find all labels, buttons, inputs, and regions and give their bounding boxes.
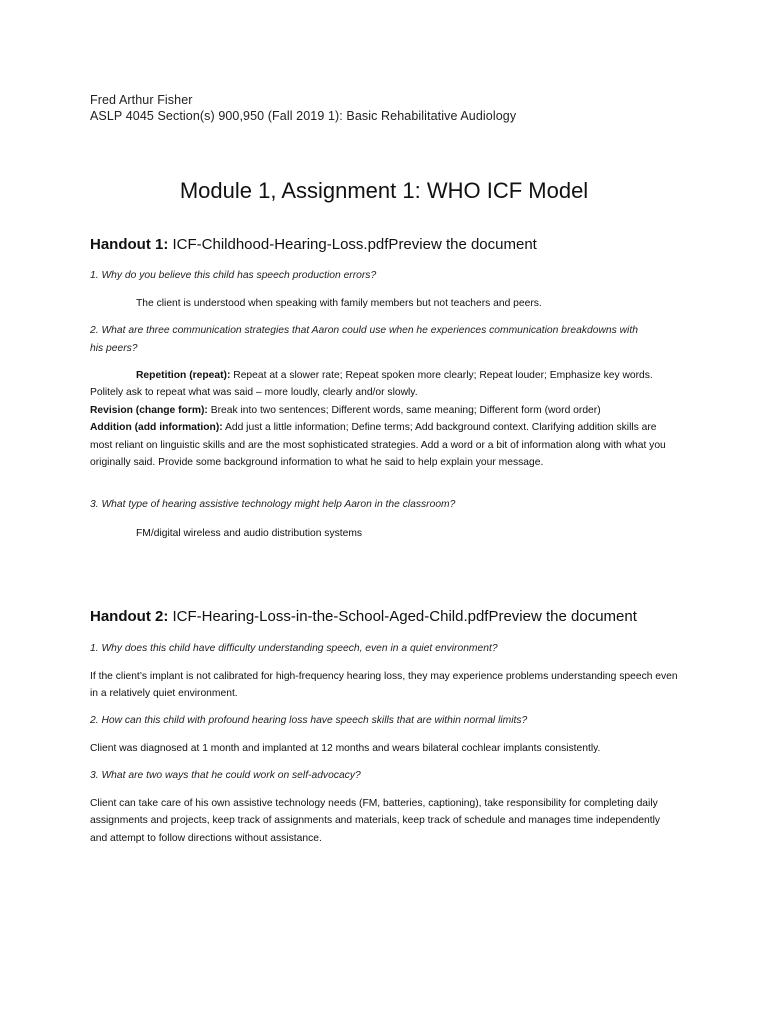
handout-2-answer-2: Client was diagnosed at 1 month and implanted at 12 months and wears bilateral cochlear implants consistently.	[90, 743, 601, 754]
handout-2-answer-1: If the client’s implant is not calibrated for high-frequency hearing loss, they may experience problems understanding speech even in a relatively quiet environment.	[90, 671, 678, 700]
handout-1-heading	[90, 236, 537, 253]
handout-2-question-1: 1. Why does this child have difficulty understanding speech, even in a quiet environment?	[90, 643, 498, 654]
revision-label: Revision (change form):	[90, 404, 208, 416]
handout-1-question-2: 2. What are three communication strategies that Aaron could use when he experiences communication breakdowns with his peers?	[90, 325, 638, 354]
handout-2-label: Handout 2:	[90, 608, 169, 625]
page-title: Module 1, Assignment 1: WHO ICF Model	[179, 178, 589, 203]
addition-label: Addition (add information):	[90, 422, 223, 434]
handout-2-file-link[interactable]: ICF-Hearing-Loss-in-the-School-Aged-Child.pdfPreview the document	[172, 608, 637, 625]
repetition-paragraph	[90, 367, 678, 402]
course-info: ASLP 4045 Section(s) 900,950 (Fall 2019 1): Basic Rehabilitative Audiology	[90, 109, 517, 123]
handout-1-label: Handout 1:	[90, 236, 169, 253]
addition-text: Add just a little information; Define terms; Add background context. Clarifying addition skills are most reliant on linguistic skills and are the most sophisticated strategies. Add a word or a bit of information along with what you originally said. Provide some background information to what he said to help explain your message.	[90, 422, 666, 469]
handout-2-heading	[90, 608, 637, 625]
handout-2-answer-3: Client can take care of his own assistive technology needs (FM, batteries, captioning), take responsibility for completing daily assignments and projects, keep track of assignments and materials, keep track of schedule and manages time independently and attempt to follow directions without assistance.	[90, 798, 661, 844]
handout-1-answer-3: FM/digital wireless and audio distribution systems	[136, 528, 363, 539]
handout-1-question-1: 1. Why do you believe this child has speech production errors?	[90, 270, 377, 281]
handout-1-answer-2	[90, 367, 678, 471]
handout-1-answer-1: The client is understood when speaking with family members but not teachers and peers.	[136, 298, 542, 309]
handout-2-question-3: 3. What are two ways that he could work on self-advocacy?	[90, 770, 361, 781]
addition-paragraph	[90, 419, 678, 471]
revision-text: Break into two sentences; Different words, same meaning; Different form (word order)	[207, 404, 601, 416]
repetition-label: Repetition (repeat):	[136, 370, 231, 381]
revision-paragraph	[90, 402, 678, 419]
handout-1-file-link[interactable]: ICF-Childhood-Hearing-Loss.pdfPreview the document	[172, 236, 537, 253]
handout-2-question-2: 2. How can this child with profound hearing loss have speech skills that are within normal limits?	[90, 715, 528, 726]
handout-1-question-3: 3. What type of hearing assistive technology might help Aaron in the classroom?	[90, 499, 456, 510]
repetition-text: Repeat at a slower rate; Repeat spoken more clearly; Repeat louder; Emphasize key words. Politely ask to repeat what was said – more loudly, clearly and/or slowly.	[90, 370, 653, 399]
author-name: Fred Arthur Fisher	[90, 93, 193, 107]
